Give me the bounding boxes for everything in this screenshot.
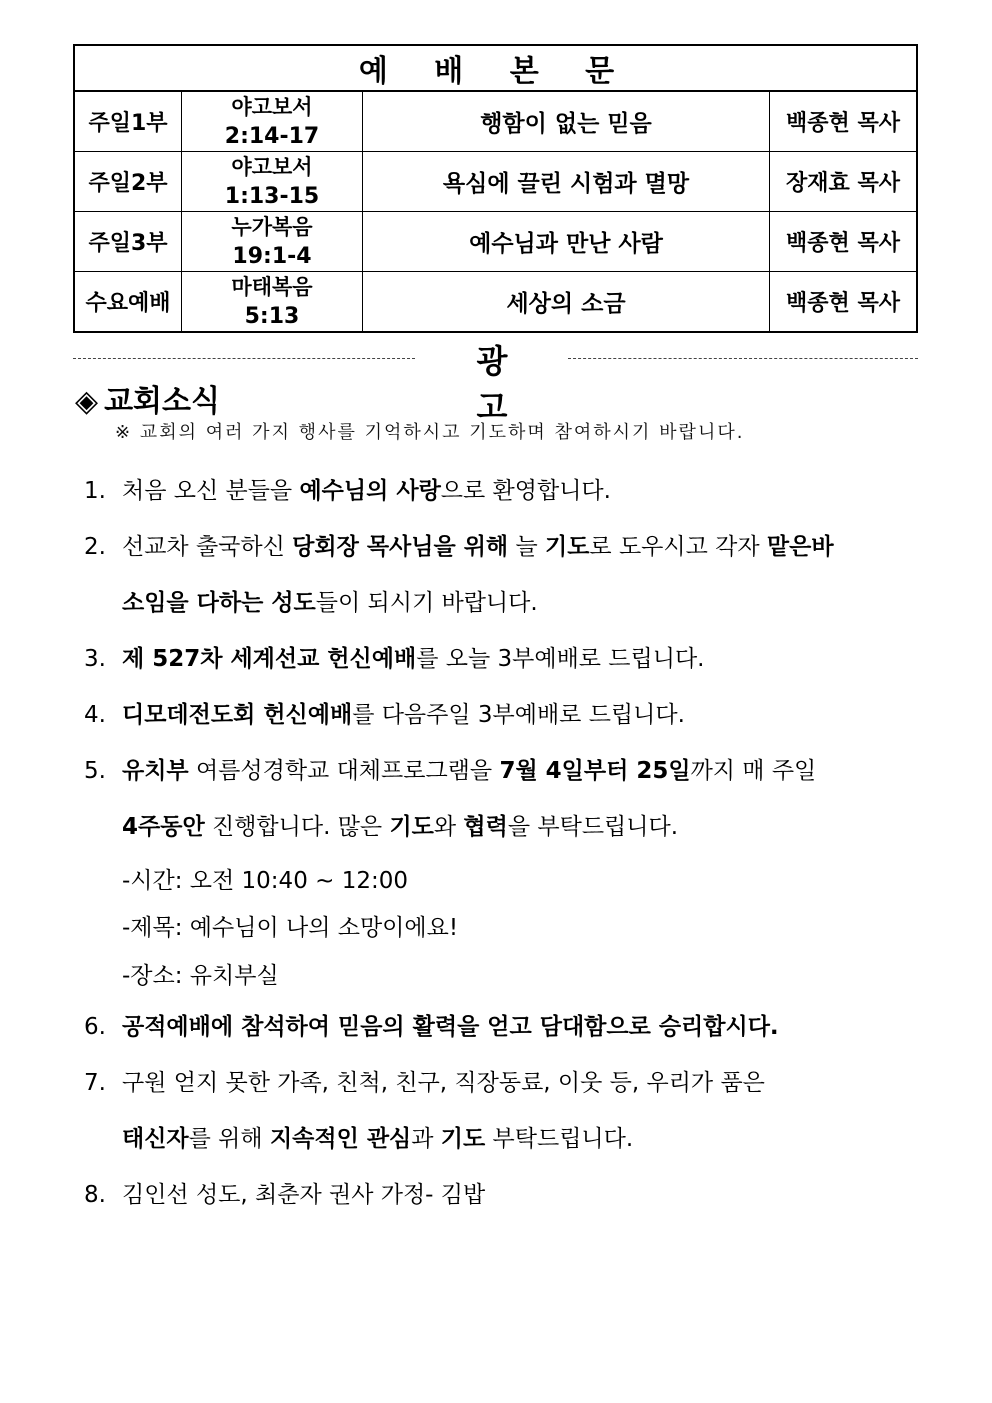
section-title [75,376,220,420]
service-name: 주일2부 [74,152,182,212]
emphasis-text: 7월 4일부터 25일 [499,758,691,784]
emphasis-text: 맡은바 [766,534,834,560]
emphasis-text: 유치부 [122,758,189,784]
emphasis-text: 소임을 다하는 성도 [122,590,316,616]
text-segment: 처음 오신 분들을 [122,478,300,504]
list-item [84,640,705,673]
scripture-book: 마태복음 [231,274,313,299]
scripture-cell [182,152,363,212]
list-subitem: -제목: 예수님이 나의 소망이에요! [122,915,459,941]
list-item [84,1064,765,1097]
emphasis-text: 기도 [440,1126,486,1152]
text-segment: 과 [411,1126,441,1152]
preacher-name: 백종현 목사 [770,212,918,272]
sermon-title: 세상의 소금 [363,272,770,333]
item-number: 2. [84,534,106,560]
preacher-name: 백종현 목사 [770,91,918,152]
scripture-ref: 2:14-17 [224,123,320,149]
text-segment: 으로 환영합니다. [440,478,611,504]
item-number: 4. [84,702,106,728]
list-subitem: -장소: 유치부실 [122,963,279,989]
worship-table-title: 예 배 본 문 [74,45,917,91]
list-item [84,528,834,561]
text-segment: 구원 얻지 못한 가족, 친척, 친구, 직장동료, 이웃 등, 우리가 품은 [122,1070,765,1096]
emphasis-text: 예수님의 사랑 [299,478,441,504]
text-segment: 부탁드립니다. [485,1126,634,1152]
text-segment: 를 위해 [188,1126,270,1152]
notice-text: ※ 교회의 여러 가지 행사를 기억하시고 기도하며 참여하시기 바랍니다. [115,422,745,443]
text-segment: 들이 되시기 바랍니다. [315,590,538,616]
text-segment: 늘 [508,534,545,560]
item-number: 6. [84,1014,106,1040]
preacher-name: 백종현 목사 [770,272,918,333]
section-title-text: 교회소식 [104,384,220,419]
service-name: 수요예배 [74,272,182,333]
list-item [84,1176,485,1209]
scripture-cell [182,212,363,272]
scripture-cell [182,91,363,152]
emphasis-text: 공적예배에 참석하여 믿음의 활력을 얻고 담대함으로 승리합시다. [122,1014,779,1040]
sermon-title: 예수님과 만난 사람 [363,212,770,272]
list-subitem: -시간: 오전 10:40 ~ 12:00 [122,868,409,894]
scripture-book: 누가복음 [231,214,313,239]
dashed-divider [73,358,415,359]
list-item-continuation [122,1120,633,1153]
announcements-title: 광 고 [476,342,534,426]
text-segment: 와 [433,814,464,840]
item-number: 1. [84,478,106,504]
emphasis-text: 기도 [544,534,590,560]
table-row [74,212,917,272]
text-segment: 로 도우시고 각자 [589,534,767,560]
emphasis-text: 태신자 [122,1126,189,1152]
dashed-divider [568,358,918,359]
item-number: 5. [84,758,106,784]
table-row [74,272,917,333]
text-segment: 을 부탁드립니다. [507,814,679,840]
list-item [84,752,816,785]
text-segment: 진행합니다. 많은 [204,814,390,840]
text-segment: 여름성경학교 대체프로그램을 [188,758,500,784]
scripture-ref: 5:13 [244,303,300,329]
item-number: 3. [84,646,106,672]
scripture-ref: 1:13-15 [224,183,320,209]
item-number: 8. [84,1182,106,1208]
emphasis-text: 디모데전도회 헌신예배 [122,702,353,728]
scripture-ref: 19:1-4 [232,243,312,269]
preacher-name: 장재효 목사 [770,152,918,212]
service-name: 주일3부 [74,212,182,272]
worship-scripture-table [73,44,918,333]
item-number: 7. [84,1070,106,1096]
text-segment: 선교차 출국하신 [122,534,293,560]
scripture-book: 야고보서 [231,94,313,119]
scripture-cell [182,272,363,333]
text-segment: 를 다음주일 3부예배로 드립니다. [352,702,685,728]
service-name: 주일1부 [74,91,182,152]
list-item [84,696,685,729]
emphasis-text: 기도 [389,814,434,840]
emphasis-text: 당회장 목사님을 위해 [292,534,509,560]
list-item [84,1008,779,1041]
list-item [84,472,611,505]
sermon-title: 행함이 없는 믿음 [363,91,770,152]
sermon-title: 욕심에 끌린 시험과 멸망 [363,152,770,212]
emphasis-text: 협력 [463,814,508,840]
list-item-continuation [122,584,538,617]
text-segment: 를 오늘 3부예배로 드립니다. [416,646,705,672]
emphasis-text: 지속적인 관심 [269,1126,412,1152]
diamond-bullet-icon: ◈ [75,384,99,419]
emphasis-text: 제 527차 세계선교 헌신예배 [122,646,417,672]
table-row [74,91,917,152]
list-item-continuation [122,808,678,841]
table-row [74,152,917,212]
emphasis-text: 4주동안 [122,814,205,840]
scripture-book: 야고보서 [231,154,313,179]
text-segment: 까지 매 주일 [690,758,817,784]
text-segment: 김인선 성도, 최춘자 권사 가정- 김밥 [122,1182,486,1208]
